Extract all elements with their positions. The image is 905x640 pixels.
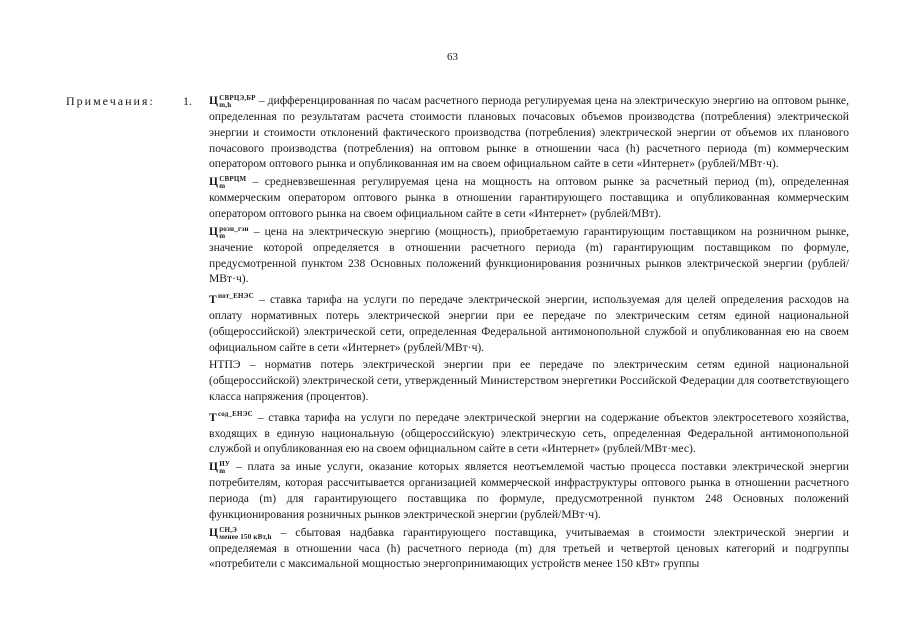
note-definition: – ставка тарифа на услуги по передаче электрической энергии на содержание объектов электросетевого хозяйства, входящих в единую национальную (общероссийскую) электрическую сеть, определенная Федеральной антимонопольной службой и опубликованная ею на своем официальном сайте в сети «Интернет» (рублей/МВт·мес). (209, 410, 849, 456)
formula-symbol (209, 293, 254, 306)
symbol-indices (219, 226, 249, 240)
notes-item-number: 1. (183, 94, 192, 108)
symbol-superscript: розн_гэн (219, 224, 249, 233)
symbol-base: Ц (209, 525, 219, 539)
symbol-indices (219, 95, 255, 109)
symbol-base: Ц (209, 94, 219, 107)
symbol-subscript: m (219, 231, 226, 240)
note-entry-svrce-br (209, 93, 849, 172)
note-entry-iu (209, 459, 849, 522)
symbol-base: Ц (209, 460, 219, 474)
symbol-subscript: m (219, 467, 226, 476)
note-entry-rozn-gen (209, 224, 849, 287)
formula-symbol (209, 411, 253, 424)
note-definition: – дифференцированная по часам расчетного периода регулируемая цена на электрическую энергию на оптовом рынке, определенная по результатам расчета стоимости плановых почасовых объемов производства (потребления) электрической энергии и стоимости отклонений фактического производства (потребления) электрической энергии от объемов их планового почасового производства (потребления) на оптовом рынке в отношении часа (h) расчетного периода (m) коммерческим оператором оптового рынка и опубликованная им на своем официальном сайте в сети «Интернет» (рублей/МВт·ч). (209, 94, 849, 171)
symbol-superscript: ИУ (219, 460, 231, 469)
symbol-indices (219, 461, 230, 475)
symbol-subscript: m (219, 182, 226, 191)
formula-symbol (209, 94, 256, 107)
formula-symbol (209, 225, 249, 238)
symbol-base: T (209, 293, 217, 307)
formula-symbol (209, 460, 231, 476)
symbol-base: Ц (209, 224, 219, 238)
formula-symbol (209, 526, 272, 539)
symbol-superscript: СВРЦЭ,БР (219, 94, 256, 102)
symbol-base: T (209, 410, 217, 424)
note-definition: – норматив потерь электрической энергии при ее передаче по электрическим сетям единой национальной (общероссийской) электрической сети, утвержденный Министерством энергетики Российской Федерации для соответствующего класса напряжения (процентов). (209, 358, 849, 403)
symbol-base: Ц (209, 175, 219, 189)
note-definition: – цена на электрическую энергию (мощность), приобретаемую гарантирующим поставщиком на розничном рынке, значение которой определяется в отношении расчетного периода (m) гарантирующим поставщиком по формуле, предусмотренной пунктом 238 Основных положений функционирования розничных рынков электрической энергии (рублей/МВт·ч). (209, 224, 849, 286)
note-entry-svrcm (209, 174, 849, 222)
symbol-superscript: пот_ЕНЭС (217, 292, 254, 301)
symbol-subscript: менее 150 кВт,h (219, 532, 272, 541)
symbol-indices (219, 176, 246, 190)
notes-content (209, 93, 849, 574)
page-number: 63 (447, 51, 458, 63)
formula-symbol (209, 175, 247, 191)
symbol-superscript: СВРЦМ (219, 175, 247, 184)
note-entry-ntpe (209, 357, 849, 404)
note-definition: – ставка тарифа на услуги по передаче электрической энергии, используемая для целей определения расходов на оплату нормативных потерь электрической энергии при ее передаче по электрическим сетям единой национальной (общероссийской) электрической сети, определенная Федеральной антимонопольной службой и опубликованная ею на своем официальном сайте в сети «Интернет» (рублей/МВт·ч). (209, 293, 849, 354)
note-entry-pot-enes (209, 289, 849, 355)
symbol-superscript: СН,Э (219, 525, 238, 534)
note-definition: – средневзвешенная регулируемая цена на мощность на оптовом рынке за расчетный период (m), определенная коммерческим оператором оптового рынка в отношении гарантирующего поставщика и опубликованная коммерческим оператором оптового рынка на своем официальном сайте в сети «Интернет» (рублей/МВт). (209, 175, 849, 220)
symbol-subscript: m,h (219, 101, 232, 109)
notes-label: Примечания: (66, 94, 155, 108)
note-entry-sn-e (209, 525, 849, 573)
symbol-indices (219, 527, 271, 541)
note-entry-sod-enes (209, 407, 849, 457)
formula-symbol: НТПЭ (209, 358, 241, 372)
symbol-superscript: сод_ЕНЭС (217, 409, 253, 418)
note-definition: – сбытовая надбавка гарантирующего поставщика, учитываемая в стоимости электрической энергии и определяемая в отношении часа (h) расчетного периода (m) для третьей и четвертой ценовых категорий и подгруппы «потребители с максимальной мощностью энергопринимающих устройств менее 150 кВт» группы (209, 525, 850, 571)
note-definition: – плата за иные услуги, оказание которых является неотъемлемой частью процесса поставки электрической энергии потребителям, которая рассчитывается организацией коммерческой инфраструктуры оптового рынка в отношении расчетного периода (m) для гарантирующего поставщика по формуле, предусмотренной пунктом 248 Основных положений функционирования розничных рынков электрической энергии (рублей/МВт·ч). (209, 460, 849, 521)
